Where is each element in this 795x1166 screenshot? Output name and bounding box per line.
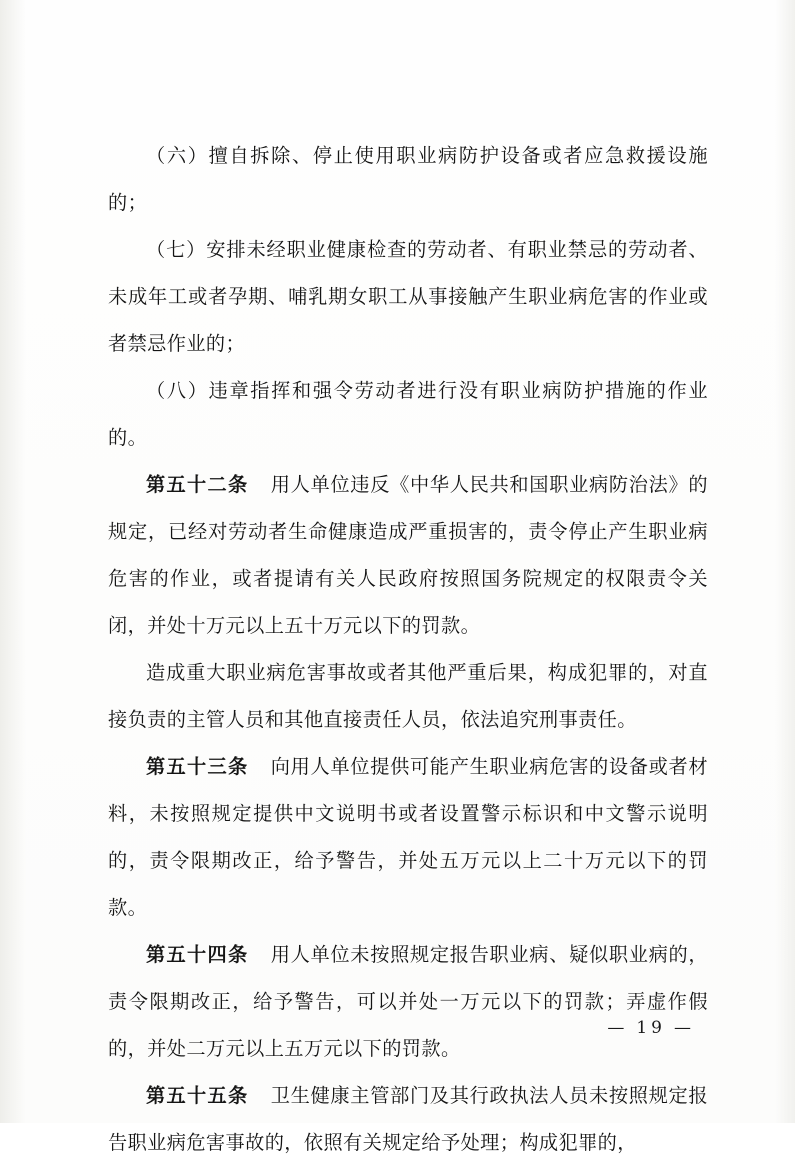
paragraph-item-6 xyxy=(108,132,708,226)
page-number xyxy=(0,1018,703,1038)
page-left-shadow xyxy=(0,0,26,1123)
page-number-dash-right: — xyxy=(674,1018,695,1038)
paragraph-text: 造成重大职业病危害事故或者其他严重后果，构成犯罪的，对直接负责的主管人员和其他直接责任人员，依法追究刑事责任。 xyxy=(108,661,708,731)
document-body xyxy=(108,132,708,1166)
paragraph-text: 用人单位违反《中华人民共和国职业病防治法》的规定，已经对劳动者生命健康造成严重损害的，责令停止产生职业病危害的作业，或者提请有关人民政府按照国务院规定的权限责令关闭，并处十万元以上五十万元以下的罚款。 xyxy=(108,473,708,637)
paragraph-text: 用人单位未按照规定报告职业病、疑似职业病的，责令限期改正，给予警告，可以并处一万元以下的罚款；弄虚作假的，并处二万元以上五万元以下的罚款。 xyxy=(108,943,708,1060)
paragraph-text: （六）擅自拆除、停止使用职业病防护设备或者应急救援设施的； xyxy=(108,144,708,214)
paragraph-text: 向用人单位提供可能产生职业病危害的设备或者材料，未按照规定提供中文说明书或者设置警示标识和中文警示说明的，责令限期改正，给予警告，并处五万元以上二十万元以下的罚款。 xyxy=(108,755,708,919)
page-right-shadow xyxy=(775,0,795,1123)
paragraph-article-55 xyxy=(108,1072,708,1166)
paragraph-text: （七）安排未经职业健康检查的劳动者、有职业禁忌的劳动者、未成年工或者孕期、哺乳期女职工从事接触产生职业病危害的作业或者禁忌作业的； xyxy=(108,238,708,355)
paragraph-article-53 xyxy=(108,743,708,931)
page-number-value: 19 xyxy=(636,1018,666,1038)
paragraph-item-7 xyxy=(108,226,708,367)
page-number-dash-left: — xyxy=(607,1018,629,1038)
paragraph-text: 卫生健康主管部门及其行政执法人员未按照规定报告职业病危害事故的，依照有关规定给予处理；构成犯罪的， xyxy=(108,1084,708,1154)
paragraph-article-52-continued xyxy=(108,649,708,743)
paragraph-article-52 xyxy=(108,461,708,649)
paragraph-item-8 xyxy=(108,367,708,461)
article-label-52: 第五十二条 xyxy=(146,473,249,496)
paragraph-article-54 xyxy=(108,931,708,1072)
article-label-55: 第五十五条 xyxy=(146,1084,249,1107)
article-label-53: 第五十三条 xyxy=(146,755,249,778)
article-label-54: 第五十四条 xyxy=(146,943,249,966)
paragraph-text: （八）违章指挥和强令劳动者进行没有职业病防护措施的作业的。 xyxy=(108,379,708,449)
